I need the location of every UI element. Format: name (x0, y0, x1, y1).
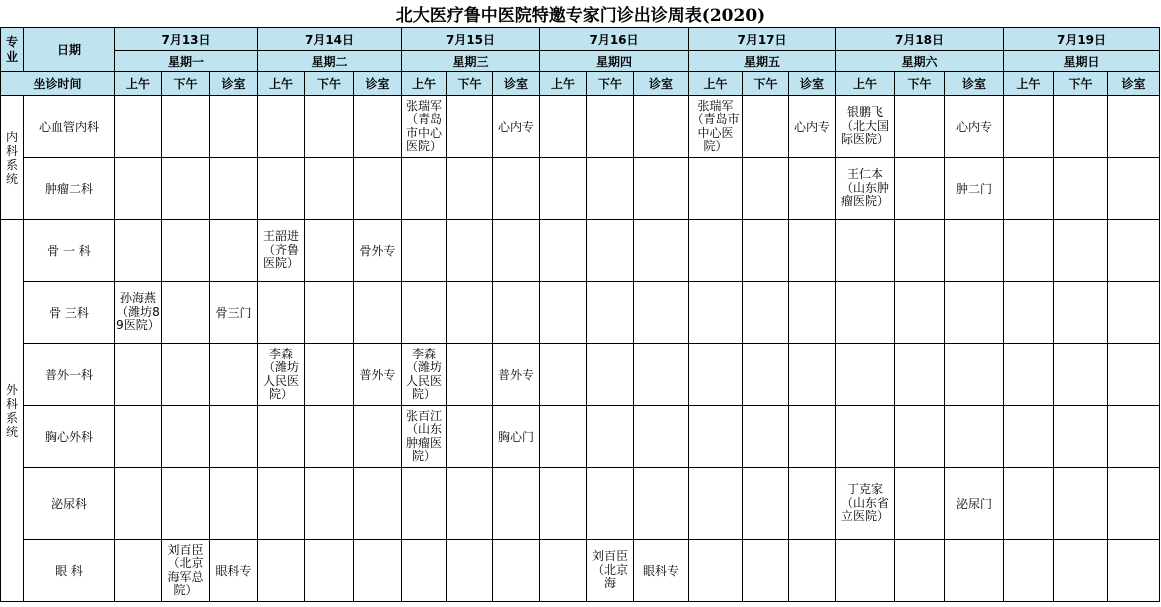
pm-header: 下午 (743, 72, 789, 96)
am-cell (1004, 158, 1054, 220)
room-cell: 心内专 (789, 96, 836, 158)
room-cell: 心内专 (945, 96, 1004, 158)
pm-cell (447, 220, 493, 282)
pm-cell (1054, 540, 1108, 602)
pm-cell (743, 282, 789, 344)
am-cell: 张瑞军（青岛市中心医院） (402, 96, 447, 158)
pm-cell (305, 468, 354, 540)
system-label-surgical: 外科系统 (6, 382, 19, 439)
day-weekday-1: 星期一 (115, 51, 258, 72)
day-weekday-2: 星期二 (258, 51, 402, 72)
table-row (1, 96, 1160, 158)
room-cell: 骨三门 (210, 282, 258, 344)
room-header: 诊室 (493, 72, 540, 96)
day-weekday-7: 星期日 (1004, 51, 1160, 72)
am-cell (402, 220, 447, 282)
am-cell (115, 468, 162, 540)
pm-cell (587, 96, 634, 158)
room-header: 诊室 (789, 72, 836, 96)
pm-cell (447, 158, 493, 220)
am-cell (258, 282, 305, 344)
am-cell (689, 468, 743, 540)
am-cell (689, 344, 743, 406)
am-cell (258, 406, 305, 468)
dept-name: 心血管内科 (24, 96, 115, 158)
am-cell (115, 220, 162, 282)
day-weekday-3: 星期三 (402, 51, 540, 72)
room-cell (493, 158, 540, 220)
room-cell (1108, 344, 1160, 406)
am-cell (689, 282, 743, 344)
room-cell (493, 282, 540, 344)
room-cell: 肿二门 (945, 158, 1004, 220)
room-cell (789, 158, 836, 220)
room-cell (354, 282, 402, 344)
pm-cell (895, 540, 945, 602)
room-cell (945, 344, 1004, 406)
room-cell (210, 344, 258, 406)
room-cell (354, 158, 402, 220)
system-label-internal: 内科系统 (6, 129, 19, 186)
pm-cell (1054, 468, 1108, 540)
time-header: 坐诊时间 (1, 72, 115, 96)
am-cell (1004, 220, 1054, 282)
am-cell (115, 406, 162, 468)
pm-cell (447, 344, 493, 406)
room-cell (634, 344, 689, 406)
am-cell (258, 96, 305, 158)
am-cell: 李森（潍坊人民医院） (402, 344, 447, 406)
pm-cell (305, 96, 354, 158)
am-cell: 王仁本（山东肿瘤医院） (836, 158, 895, 220)
system-internal (1, 96, 24, 220)
room-cell (945, 406, 1004, 468)
pm-cell (305, 540, 354, 602)
pm-cell (587, 220, 634, 282)
am-header: 上午 (540, 72, 587, 96)
am-cell (689, 406, 743, 468)
room-cell (789, 468, 836, 540)
am-cell (115, 158, 162, 220)
am-cell (402, 468, 447, 540)
schedule-table (0, 27, 1160, 602)
am-cell (115, 96, 162, 158)
room-cell (1108, 468, 1160, 540)
room-cell (493, 540, 540, 602)
room-cell (789, 540, 836, 602)
room-cell (210, 220, 258, 282)
am-header: 上午 (258, 72, 305, 96)
pm-cell (1054, 282, 1108, 344)
pm-cell (447, 96, 493, 158)
am-cell (1004, 344, 1054, 406)
am-cell (540, 344, 587, 406)
am-cell: 银鹏飞（北大国际医院） (836, 96, 895, 158)
page-title: 北大医疗鲁中医院特邀专家门诊出诊周表(2020) (395, 6, 766, 26)
am-cell (836, 406, 895, 468)
am-cell (402, 282, 447, 344)
pm-cell (743, 468, 789, 540)
dept-name: 胸心外科 (24, 406, 115, 468)
pm-cell (305, 220, 354, 282)
pm-cell (447, 282, 493, 344)
dept-name: 肿瘤二科 (24, 158, 115, 220)
am-header: 上午 (115, 72, 162, 96)
pm-cell (1054, 344, 1108, 406)
pm-header: 下午 (305, 72, 354, 96)
day-date-2: 7月14日 (258, 28, 402, 51)
room-cell (945, 540, 1004, 602)
pm-cell (743, 96, 789, 158)
pm-cell (895, 96, 945, 158)
pm-header: 下午 (895, 72, 945, 96)
room-cell (634, 282, 689, 344)
pm-cell (162, 344, 210, 406)
pm-cell (162, 158, 210, 220)
room-cell: 眼科专 (634, 540, 689, 602)
pm-cell (1054, 220, 1108, 282)
room-cell (354, 540, 402, 602)
room-cell: 眼科专 (210, 540, 258, 602)
pm-cell (895, 406, 945, 468)
pm-cell (162, 468, 210, 540)
day-weekday-4: 星期四 (540, 51, 689, 72)
am-header: 上午 (1004, 72, 1054, 96)
pm-cell (305, 158, 354, 220)
pm-cell (895, 282, 945, 344)
table-row (1, 158, 1160, 220)
pm-cell (895, 220, 945, 282)
dept-name: 泌尿科 (24, 468, 115, 540)
room-cell: 骨外专 (354, 220, 402, 282)
pm-cell (587, 344, 634, 406)
am-cell (1004, 468, 1054, 540)
pm-cell (895, 468, 945, 540)
room-cell (210, 96, 258, 158)
table-row (1, 220, 1160, 282)
specialty-header-label: 专业 (6, 34, 19, 64)
day-date-4: 7月16日 (540, 28, 689, 51)
room-cell (634, 406, 689, 468)
am-cell (689, 220, 743, 282)
pm-cell (587, 468, 634, 540)
room-cell (945, 282, 1004, 344)
am-cell (836, 344, 895, 406)
am-cell (540, 158, 587, 220)
room-cell (354, 468, 402, 540)
room-cell (789, 220, 836, 282)
pm-cell (447, 468, 493, 540)
pm-cell (1054, 406, 1108, 468)
am-cell (1004, 540, 1054, 602)
room-cell (354, 96, 402, 158)
room-cell (210, 468, 258, 540)
room-cell (210, 158, 258, 220)
pm-cell (305, 282, 354, 344)
room-header: 诊室 (945, 72, 1004, 96)
am-cell (540, 220, 587, 282)
room-header: 诊室 (354, 72, 402, 96)
pm-cell (305, 406, 354, 468)
table-row (1, 540, 1160, 602)
pm-cell (162, 282, 210, 344)
room-cell (1108, 282, 1160, 344)
system-surgical (1, 220, 24, 602)
room-cell (354, 406, 402, 468)
room-cell (1108, 96, 1160, 158)
room-cell (634, 158, 689, 220)
room-cell (1108, 220, 1160, 282)
room-cell (634, 220, 689, 282)
pm-header: 下午 (587, 72, 634, 96)
am-header: 上午 (689, 72, 743, 96)
table-row (1, 282, 1160, 344)
am-cell (1004, 96, 1054, 158)
room-cell (789, 406, 836, 468)
day-weekday-6: 星期六 (836, 51, 1004, 72)
am-cell (689, 158, 743, 220)
pm-cell: 刘百臣（北京海军总院） (162, 540, 210, 602)
table-row (1, 406, 1160, 468)
day-date-3: 7月15日 (402, 28, 540, 51)
pm-cell (743, 540, 789, 602)
am-cell: 孙海燕（潍坊89医院） (115, 282, 162, 344)
am-cell (258, 158, 305, 220)
dept-name: 眼 科 (24, 540, 115, 602)
am-cell (540, 540, 587, 602)
day-date-7: 7月19日 (1004, 28, 1160, 51)
pm-cell (895, 344, 945, 406)
room-cell: 胸心门 (493, 406, 540, 468)
room-cell (210, 406, 258, 468)
room-cell (634, 96, 689, 158)
am-cell (115, 344, 162, 406)
pm-cell (743, 406, 789, 468)
am-cell (836, 220, 895, 282)
am-cell: 张瑞军（青岛市中心医院） (689, 96, 743, 158)
pm-cell: 刘百臣（北京海 (587, 540, 634, 602)
room-cell (1108, 406, 1160, 468)
am-cell (258, 540, 305, 602)
pm-cell (162, 96, 210, 158)
am-header: 上午 (402, 72, 447, 96)
dept-name: 骨 三科 (24, 282, 115, 344)
pm-cell (447, 540, 493, 602)
pm-header: 下午 (447, 72, 493, 96)
pm-cell (447, 406, 493, 468)
room-cell (945, 220, 1004, 282)
am-cell: 张百江（山东肿瘤医院） (402, 406, 447, 468)
day-weekday-5: 星期五 (689, 51, 836, 72)
date-header: 日期 (24, 28, 115, 72)
am-cell (1004, 282, 1054, 344)
room-cell (493, 220, 540, 282)
room-header: 诊室 (1108, 72, 1160, 96)
am-cell (836, 540, 895, 602)
am-cell (836, 282, 895, 344)
am-cell (115, 540, 162, 602)
room-cell (1108, 158, 1160, 220)
am-header: 上午 (836, 72, 895, 96)
room-cell: 心内专 (493, 96, 540, 158)
pm-cell (895, 158, 945, 220)
pm-cell (743, 158, 789, 220)
am-cell (258, 468, 305, 540)
pm-cell (162, 406, 210, 468)
room-cell (1108, 540, 1160, 602)
room-cell (493, 468, 540, 540)
dept-name: 普外一科 (24, 344, 115, 406)
pm-cell (743, 344, 789, 406)
day-date-1: 7月13日 (115, 28, 258, 51)
am-cell: 丁克家（山东省立医院） (836, 468, 895, 540)
room-header: 诊室 (210, 72, 258, 96)
room-cell: 泌尿门 (945, 468, 1004, 540)
pm-cell (587, 406, 634, 468)
day-date-6: 7月18日 (836, 28, 1004, 51)
am-cell: 王韶进（齐鲁医院） (258, 220, 305, 282)
dept-name: 骨 一 科 (24, 220, 115, 282)
am-cell (1004, 406, 1054, 468)
room-cell: 普外专 (354, 344, 402, 406)
am-cell (540, 406, 587, 468)
pm-header: 下午 (1054, 72, 1108, 96)
am-cell (540, 282, 587, 344)
pm-cell (743, 220, 789, 282)
pm-cell (1054, 96, 1108, 158)
am-cell (402, 158, 447, 220)
am-cell (540, 96, 587, 158)
pm-cell (587, 282, 634, 344)
am-cell: 李森（潍坊人民医院） (258, 344, 305, 406)
table-row (1, 468, 1160, 540)
room-cell (634, 468, 689, 540)
am-cell (689, 540, 743, 602)
table-row (1, 344, 1160, 406)
pm-header: 下午 (162, 72, 210, 96)
day-date-5: 7月17日 (689, 28, 836, 51)
am-cell (402, 540, 447, 602)
am-cell (540, 468, 587, 540)
pm-cell (1054, 158, 1108, 220)
pm-cell (305, 344, 354, 406)
pm-cell (162, 220, 210, 282)
room-cell (789, 344, 836, 406)
room-cell (789, 282, 836, 344)
specialty-header (1, 28, 24, 72)
room-header: 诊室 (634, 72, 689, 96)
room-cell: 普外专 (493, 344, 540, 406)
pm-cell (587, 158, 634, 220)
